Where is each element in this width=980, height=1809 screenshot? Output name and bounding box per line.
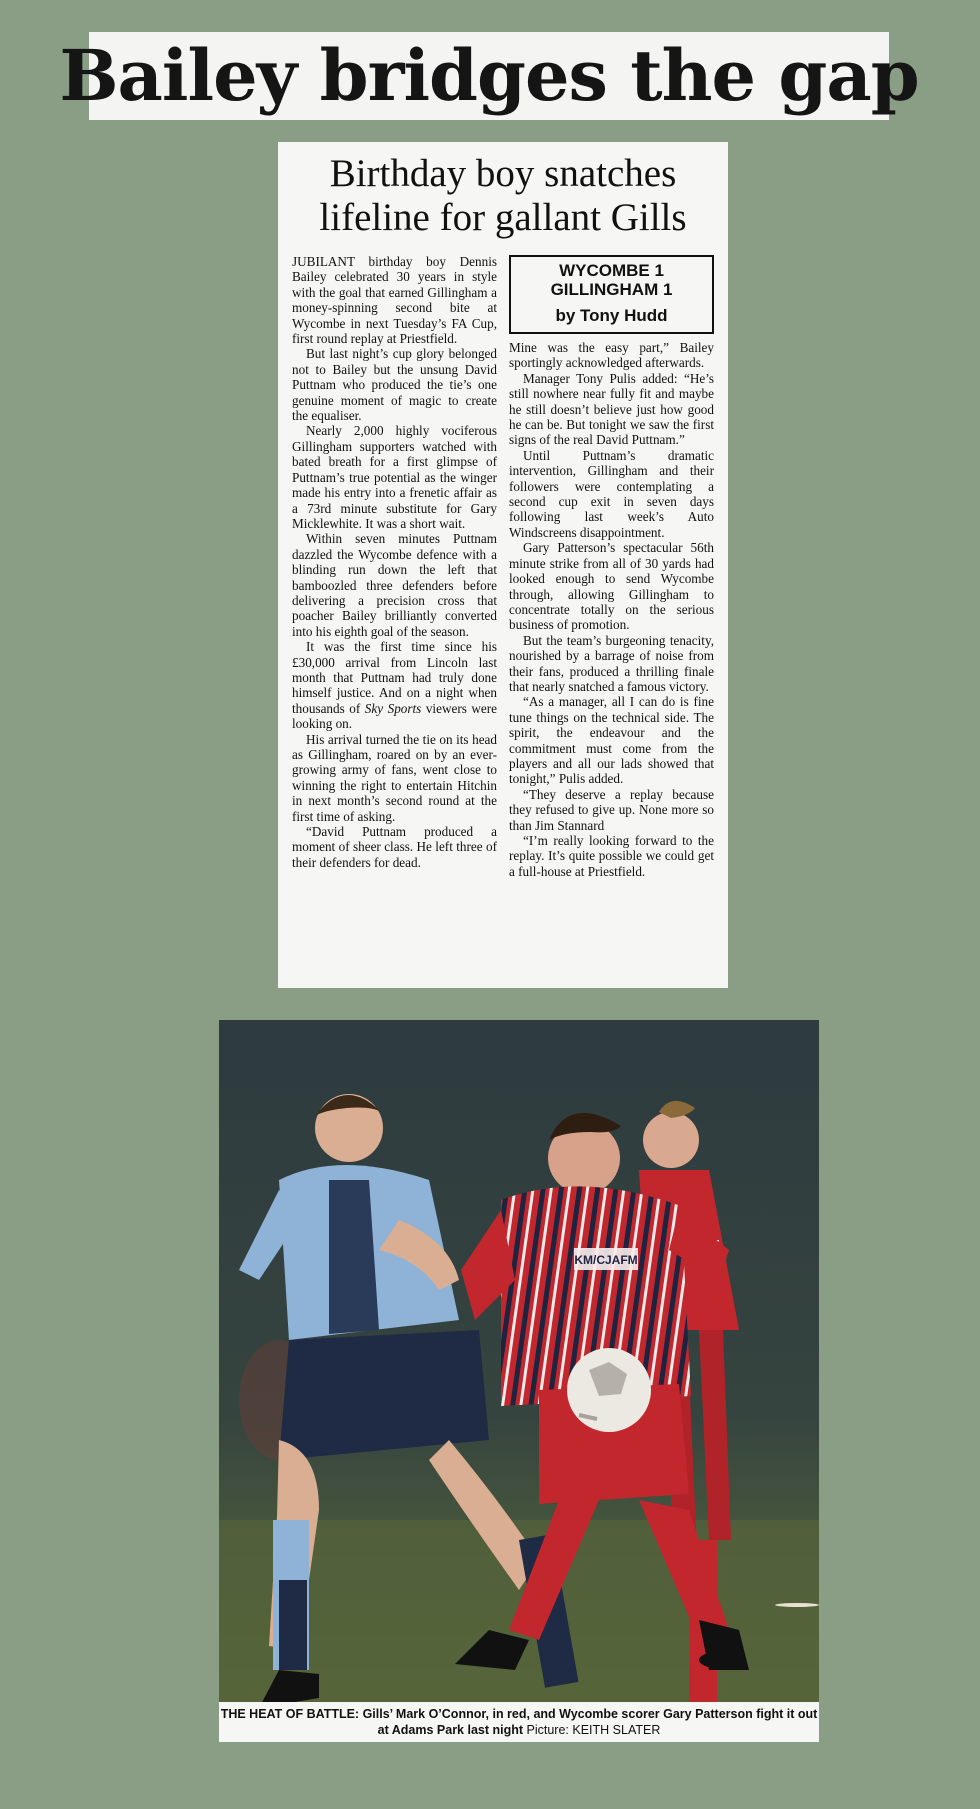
football xyxy=(567,1348,651,1432)
article-columns xyxy=(292,254,714,879)
paragraph: His arrival turned the tie on its head as Gillingham, roared on by an ever-growing army of fans, went close to winning the right to entertain Hitchin in next month’s second round at the first time of asking. xyxy=(292,731,497,824)
headline: Bailey bridges the gap xyxy=(59,34,919,117)
caption-text: Gills’ Mark O’Connor, in red, and Wycombe scorer Gary Patterson fight it out at Adams Park last night xyxy=(359,1707,818,1737)
subhead-line-1: Birthday boy snatches xyxy=(329,152,677,195)
headline-banner xyxy=(59,32,919,120)
scorebox xyxy=(509,255,714,334)
paragraph-text: viewers were looking on. xyxy=(292,700,497,732)
paragraph: “David Puttnam produced a moment of sheer class. He left three of their defenders for dead. xyxy=(292,824,497,870)
paragraph: Nearly 2,000 highly vociferous Gillingham supporters watched with bated breath for a first glimpse of Puttnam’s true potential as the winger made his entry into a frenetic affair as a 73rd minute substitute for Gary Micklewhite. It was a short wait. xyxy=(292,423,497,531)
paragraph: “As a manager, all I can do is fine tune things on the technical side. The spirit, the endeavour and the commitment must come from the players and all our lads showed that tonight,” Pulis added. xyxy=(509,694,714,787)
paragraph: But last night’s cup glory belonged not to Bailey but the unsung David Puttnam who produced the tie’s one genuine moment of magic to create the equaliser. xyxy=(292,346,497,424)
match-photo-illustration xyxy=(219,1020,819,1742)
caption-credit: Picture: KEITH SLATER xyxy=(523,1723,661,1737)
paragraph: Gary Patterson’s spectacular 56th minute strike from all of 30 yards had looked enough to send Wycombe through, allowing Gillingham to concentrate totally on the serious business of promotion. xyxy=(509,540,714,633)
paragraph: But the team’s burgeoning tenacity, nourished by a barrage of noise from their fans, produced a thrilling finale that nearly snatched a famous victory. xyxy=(509,632,714,694)
paragraph: “They deserve a replay because they refused to give up. None more so than Jim Stannard xyxy=(509,786,714,833)
article-column-2 xyxy=(509,254,714,879)
photo-caption xyxy=(219,1702,819,1742)
shirt-sponsor: KM/CJAFM xyxy=(574,1253,638,1267)
subhead-line-2: lifeline for gallant Gills xyxy=(319,196,687,239)
paragraph: Manager Tony Pulis added: “He’s still nowhere near fully fit and maybe he still doesn’t believe just how good he can be. But tonight we saw the first signs of the real David Puttnam.” xyxy=(509,370,714,448)
paragraph: JUBILANT birthday boy Dennis Bailey celebrated 30 years in style with the goal that earned Gillingham a money-spinning second bite at Wycombe in next Tuesday’s FA Cup, first round replay at Priestfield. xyxy=(292,254,497,347)
article-subhead xyxy=(292,152,714,240)
paragraph-text: It was the first time since his £30,000 arrival from Lincoln last month that Puttnam had truly done himself justice. And on a night when thousands of xyxy=(292,639,497,716)
sky-sports-italic: Sky Sports xyxy=(364,700,422,716)
paragraph: Until Puttnam’s dramatic intervention, Gillingham and their followers were contemplating a second cup exit in seven days following last week’s Auto Windscreens disappointment. xyxy=(509,447,714,540)
article-clipping xyxy=(278,142,728,988)
paragraph: Within seven minutes Puttnam dazzled the Wycombe defence with a blinding run down the left that bamboozled three defenders before delivering a precision cross that poacher Bailey brilliantly converted into his eighth goal of the season. xyxy=(292,531,497,639)
caption-lead: THE HEAT OF BATTLE: xyxy=(220,1707,360,1721)
article-column-1 xyxy=(292,254,497,879)
score-team-2: GILLINGHAM 1 xyxy=(550,280,673,299)
paragraph: Mine was the easy part,” Bailey sportingly acknowledged afterwards. xyxy=(509,340,714,371)
paragraph xyxy=(292,639,497,731)
match-photo xyxy=(219,1020,819,1742)
paragraph: “I’m really looking forward to the replay. It’s quite possible we could get a full-house at Priestfield. xyxy=(509,833,714,879)
byline: by Tony Hudd xyxy=(555,306,668,325)
score-team-1: WYCOMBE 1 xyxy=(559,261,664,280)
